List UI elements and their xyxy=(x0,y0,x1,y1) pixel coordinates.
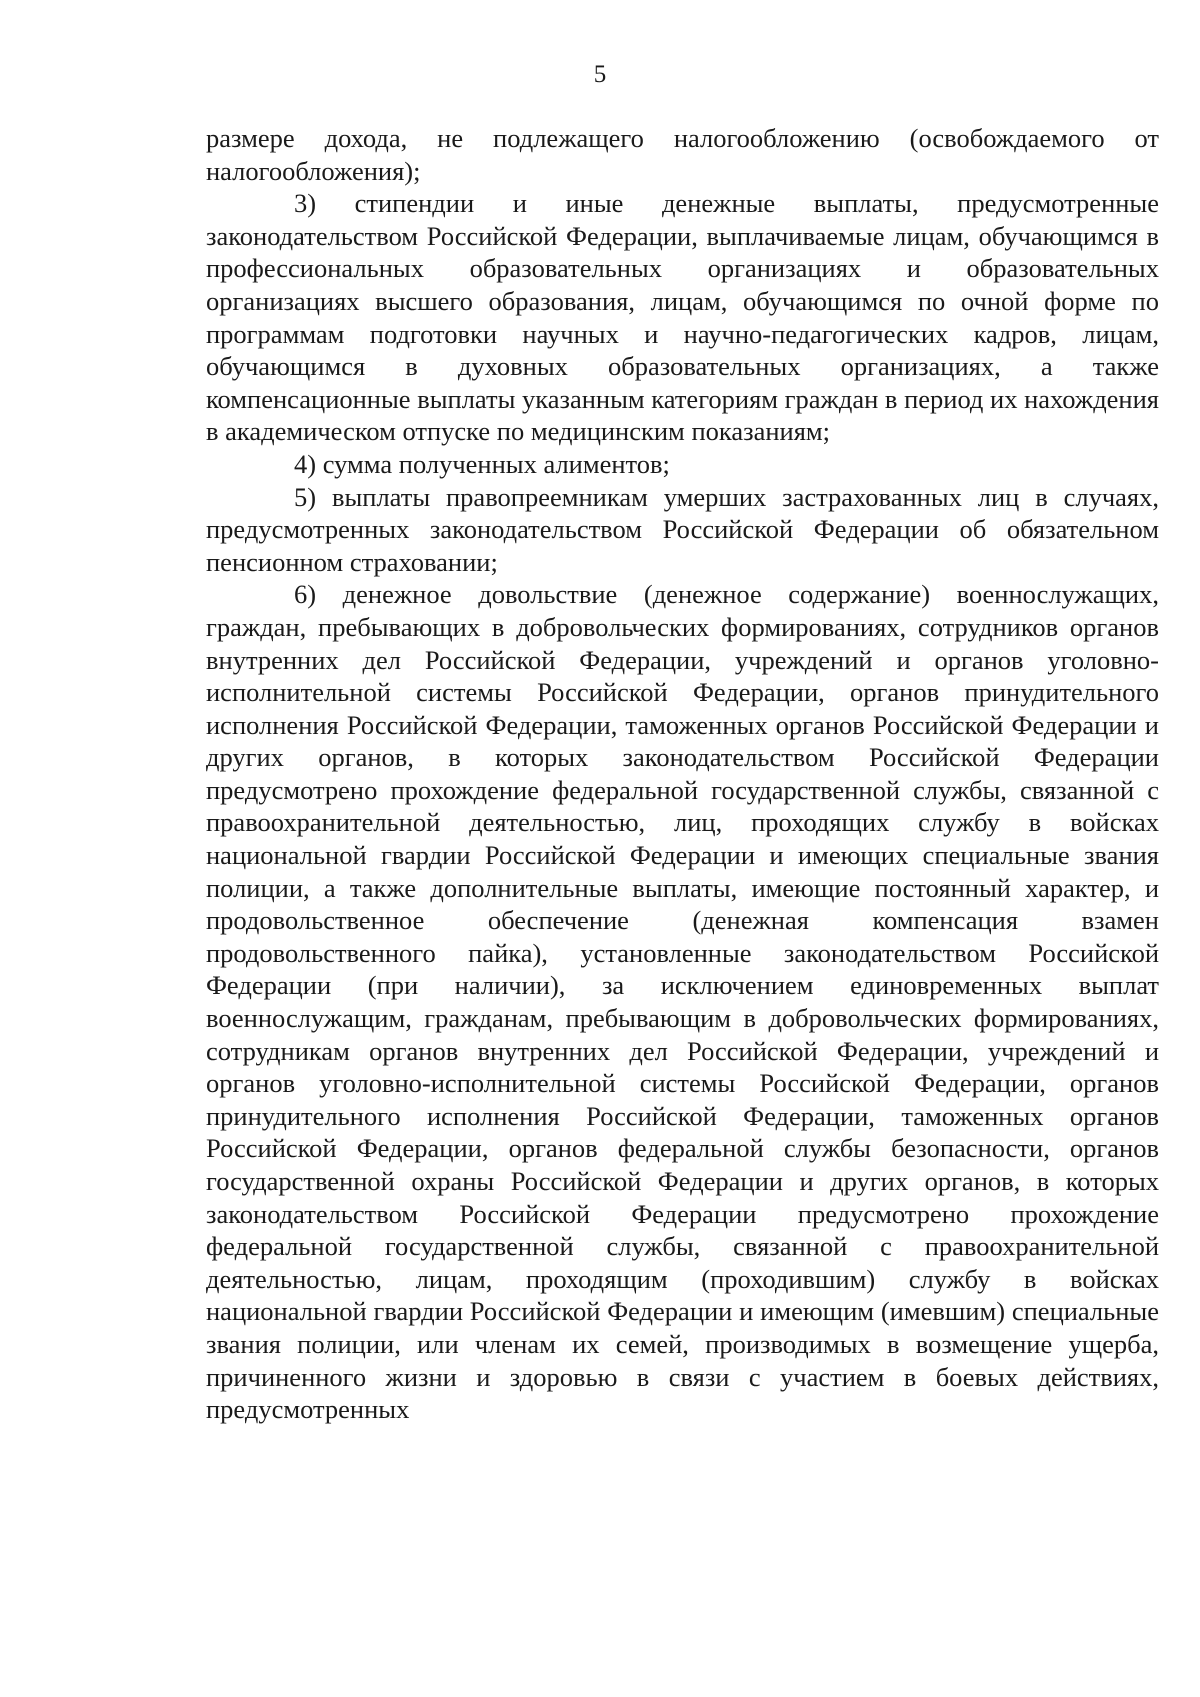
paragraph-continuation: размере дохода, не подлежащего налогообложению (освобождаемого от налогообложения); xyxy=(206,123,1159,186)
page-number: 5 xyxy=(593,61,607,88)
document-body xyxy=(206,122,1159,1426)
paragraph-item-5: 5) выплаты правопреемникам умерших застрахованных лиц в случаях, предусмотренных законодательством Российской Федерации об обязательном пенсионном страховании; xyxy=(206,481,1159,577)
paragraph-item-3: 3) стипендии и иные денежные выплаты, предусмотренные законодательством Российской Федерации, выплачиваемые лицам, обучающимся в профессиональных образовательных организациях и образовательных организациях высшего образования, лицам, обучающимся по очной форме по программам подготовки научных и научно-педагогических кадров, лицам, обучающимся в духовных образовательных организациях, а также компенсационные выплаты указанным категориям граждан в период их нахождения в академическом отпуске по медицинским показаниям; xyxy=(206,188,1159,447)
paragraph-item-6: 6) денежное довольствие (денежное содержание) военнослужащих, граждан, пребывающих в добровольческих формированиях, сотрудников органов внутренних дел Российской Федерации, учреждений и органов уголовно-исполнительной системы Российской Федерации, органов принудительного исполнения Российской Федерации, таможенных органов Российской Федерации и других органов, в которых законодательством Российской Федерации предусмотрено прохождение федеральной государственной службы, связанной с правоохранительной деятельностью, лиц, проходящих службу в войсках национальной гвардии Российской Федерации и имеющих специальные звания полиции, а также дополнительные выплаты, имеющие постоянный характер, и продовольственное обеспечение (денежная компенсация взамен продовольственного пайка), установленные законодательством Российской Федерации (при наличии), за исключением единовременных выплат военнослужащим, гражданам, пребывающим в добровольческих формированиях, сотрудникам органов внутренних дел Российской Федерации, учреждений и органов уголовно-исполнительной системы Российской Федерации, органов принудительного исполнения Российской Федерации, таможенных органов Российской Федерации, органов федеральной службы безопасности, органов государственной охраны Российской Федерации и других органов, в которых законодательством Российской Федерации предусмотрено прохождение федеральной государственной службы, связанной с правоохранительной деятельностью, лицам, проходящим (проходившим) службу в войсках национальной гвардии Российской Федерации и имеющим (имевшим) специальные звания полиции, или членам их семей, производимых в возмещение ущерба, причиненного жизни и здоровью в связи с участием в боевых действиях, предусмотренных xyxy=(206,579,1159,1425)
paragraph-item-4: 4) сумма полученных алиментов; xyxy=(294,448,670,479)
